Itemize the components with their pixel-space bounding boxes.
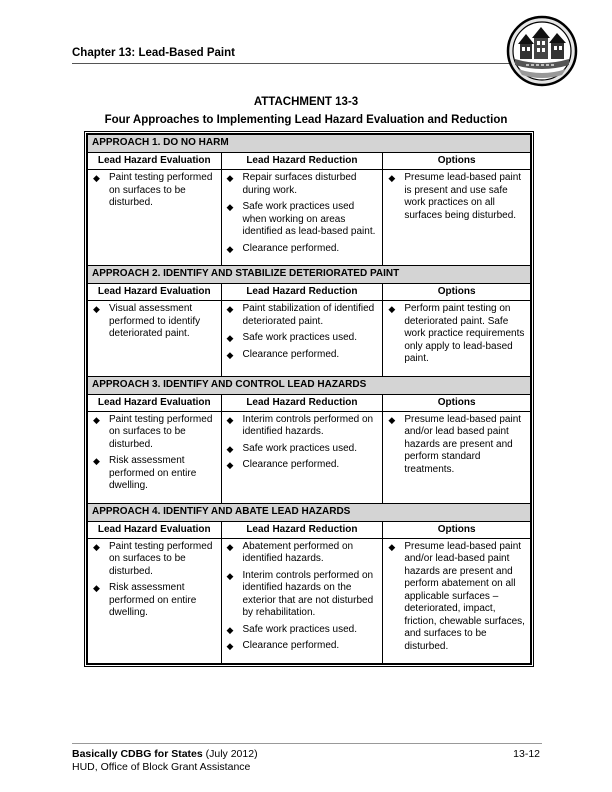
- evaluation-cell: [88, 170, 222, 266]
- list-item-text: Clearance performed.: [242, 242, 340, 254]
- footer-doc-line: [72, 748, 258, 760]
- list-item-text: Paint testing performed on surfaces to be disturbed.: [109, 413, 213, 450]
- diamond-bullet-icon: ◆: [226, 202, 234, 212]
- evaluation-cell: [88, 411, 222, 503]
- column-header: Lead Hazard Reduction: [221, 153, 383, 170]
- diamond-bullet-icon: ◆: [226, 460, 234, 470]
- list-item: [225, 243, 379, 256]
- column-header: Options: [383, 394, 531, 411]
- column-header: Lead Hazard Reduction: [221, 284, 383, 301]
- list-item-text: Clearance performed.: [242, 459, 340, 470]
- reduction-cell: [221, 538, 383, 664]
- list-item: [91, 303, 217, 341]
- column-header: Lead Hazard Evaluation: [88, 153, 222, 170]
- list-item-text: Risk assessment performed on entire dwelling.: [109, 582, 197, 618]
- list-item: [225, 332, 379, 345]
- diamond-bullet-icon: ◆: [93, 541, 100, 552]
- diamond-bullet-icon: ◆: [226, 570, 234, 581]
- approaches-table: [84, 131, 534, 667]
- reduction-cell: [221, 170, 383, 266]
- reduction-cell: [221, 411, 383, 503]
- list-item-text: Paint testing performed on surfaces to be disturbed.: [109, 540, 213, 577]
- attachment-subtitle: Four Approaches to Implementing Lead Hazard Evaluation and Reduction: [104, 114, 508, 126]
- approach-heading: APPROACH 3. IDENTIFY AND CONTROL LEAD HAZARDS: [88, 376, 531, 394]
- list-item-text: Interim controls performed on identified hazards.: [242, 413, 374, 437]
- list-item-text: Clearance performed.: [242, 640, 340, 651]
- list-item-text: Presume lead-based paint and/or lead-based paint hazards are present and perform abatement on all applicable surfaces – deteriorated, impact, friction, chewable surfaces, and surfaces to be disturbed.: [404, 540, 525, 652]
- list-item: [386, 541, 526, 654]
- list-item: [225, 172, 379, 197]
- list-item-text: Repair surfaces disturbed during work.: [242, 172, 357, 196]
- diamond-bullet-icon: ◆: [226, 243, 234, 254]
- diamond-bullet-icon: ◆: [226, 414, 234, 425]
- footer-org: HUD, Office of Block Grant Assistance: [72, 761, 251, 773]
- approach-heading: APPROACH 4. IDENTIFY AND ABATE LEAD HAZARDS: [88, 503, 531, 521]
- list-item-text: Clearance performed.: [242, 348, 340, 360]
- column-header: Lead Hazard Reduction: [221, 394, 383, 411]
- evaluation-cell: [88, 538, 222, 664]
- list-item: [91, 541, 217, 579]
- attachment-title: ATTACHMENT 13-3: [253, 96, 359, 108]
- list-item-text: Safe work practices used.: [242, 332, 357, 343]
- diamond-bullet-icon: ◆: [226, 624, 234, 635]
- diamond-bullet-icon: ◆: [226, 443, 234, 454]
- column-header: Lead Hazard Reduction: [221, 521, 383, 538]
- list-item: [91, 582, 217, 620]
- diamond-bullet-icon: ◆: [226, 304, 234, 314]
- diamond-bullet-icon: ◆: [93, 414, 100, 425]
- list-item: [225, 570, 379, 620]
- list-item: [225, 459, 379, 472]
- list-item-text: Interim controls performed on identified hazards on the exterior that are not disturbed by rehabilitation.: [242, 569, 374, 618]
- diamond-bullet-icon: ◆: [388, 173, 396, 183]
- list-item-text: Visual assessment performed to identify deteriorated paint.: [109, 303, 201, 339]
- diamond-bullet-icon: ◆: [388, 304, 396, 314]
- list-item: [386, 172, 526, 222]
- diamond-bullet-icon: ◆: [226, 641, 234, 651]
- list-item-text: Abatement performed on identified hazards.: [242, 540, 354, 564]
- list-item-text: Safe work practices used when working on areas identified as lead-based paint.: [242, 201, 376, 237]
- list-item: [225, 541, 379, 566]
- approach-heading: APPROACH 1. DO NO HARM: [88, 135, 531, 153]
- footer-divider: [72, 743, 542, 744]
- options-cell: [383, 301, 531, 377]
- list-item-text: Paint testing performed on surfaces to be disturbed.: [109, 172, 213, 208]
- list-item: [91, 172, 217, 210]
- list-item: [225, 201, 379, 239]
- list-item: [225, 640, 379, 653]
- chapter-title: Chapter 13: Lead-Based Paint: [72, 47, 235, 59]
- diamond-bullet-icon: ◆: [93, 583, 100, 593]
- diamond-bullet-icon: ◆: [93, 304, 100, 314]
- list-item: [225, 303, 379, 328]
- options-cell: [383, 170, 531, 266]
- header-divider: [72, 63, 542, 64]
- list-item-text: Paint stabilization of identified deteriorated paint.: [242, 303, 375, 327]
- approach-heading: APPROACH 2. IDENTIFY AND STABILIZE DETERIORATED PAINT: [88, 266, 531, 284]
- diamond-bullet-icon: ◆: [226, 349, 234, 360]
- column-header: Lead Hazard Evaluation: [88, 394, 222, 411]
- list-item: [225, 443, 379, 456]
- column-header: Options: [383, 284, 531, 301]
- list-item: [225, 414, 379, 439]
- reduction-cell: [221, 301, 383, 377]
- diamond-bullet-icon: ◆: [226, 333, 234, 343]
- list-item-text: Safe work practices used.: [242, 442, 357, 454]
- list-item: [91, 455, 217, 493]
- list-item: [386, 414, 526, 477]
- list-item-text: Presume lead-based paint is present and use safe work practices on all surfaces being disturbed.: [404, 172, 522, 221]
- options-cell: [383, 411, 531, 503]
- footer-doc-date: (July 2012): [202, 748, 258, 760]
- footer-doc-title: Basically CDBG for States: [72, 748, 203, 760]
- list-item-text: Safe work practices used.: [242, 623, 357, 635]
- column-header: Lead Hazard Evaluation: [88, 521, 222, 538]
- list-item-text: Presume lead-based paint and/or lead based paint hazards are present and perform standard treatments.: [404, 413, 522, 475]
- diamond-bullet-icon: ◆: [93, 173, 100, 183]
- list-item: [91, 414, 217, 452]
- evaluation-cell: [88, 301, 222, 377]
- list-item-text: Risk assessment performed on entire dwelling.: [109, 455, 197, 491]
- column-header: Options: [383, 521, 531, 538]
- list-item: [386, 303, 526, 366]
- houses-seal-icon: [506, 15, 578, 87]
- diamond-bullet-icon: ◆: [93, 456, 100, 466]
- list-item-text: Perform paint testing on deteriorated paint. Safe work practice requirements only apply to lead-based paint.: [404, 303, 525, 364]
- diamond-bullet-icon: ◆: [226, 541, 234, 552]
- options-cell: [383, 538, 531, 664]
- page-number: 13-12: [513, 748, 540, 760]
- list-item: [225, 349, 379, 362]
- diamond-bullet-icon: ◆: [388, 414, 396, 425]
- column-header: Lead Hazard Evaluation: [88, 284, 222, 301]
- column-header: Options: [383, 153, 531, 170]
- diamond-bullet-icon: ◆: [226, 173, 234, 183]
- diamond-bullet-icon: ◆: [388, 541, 396, 552]
- list-item: [225, 624, 379, 637]
